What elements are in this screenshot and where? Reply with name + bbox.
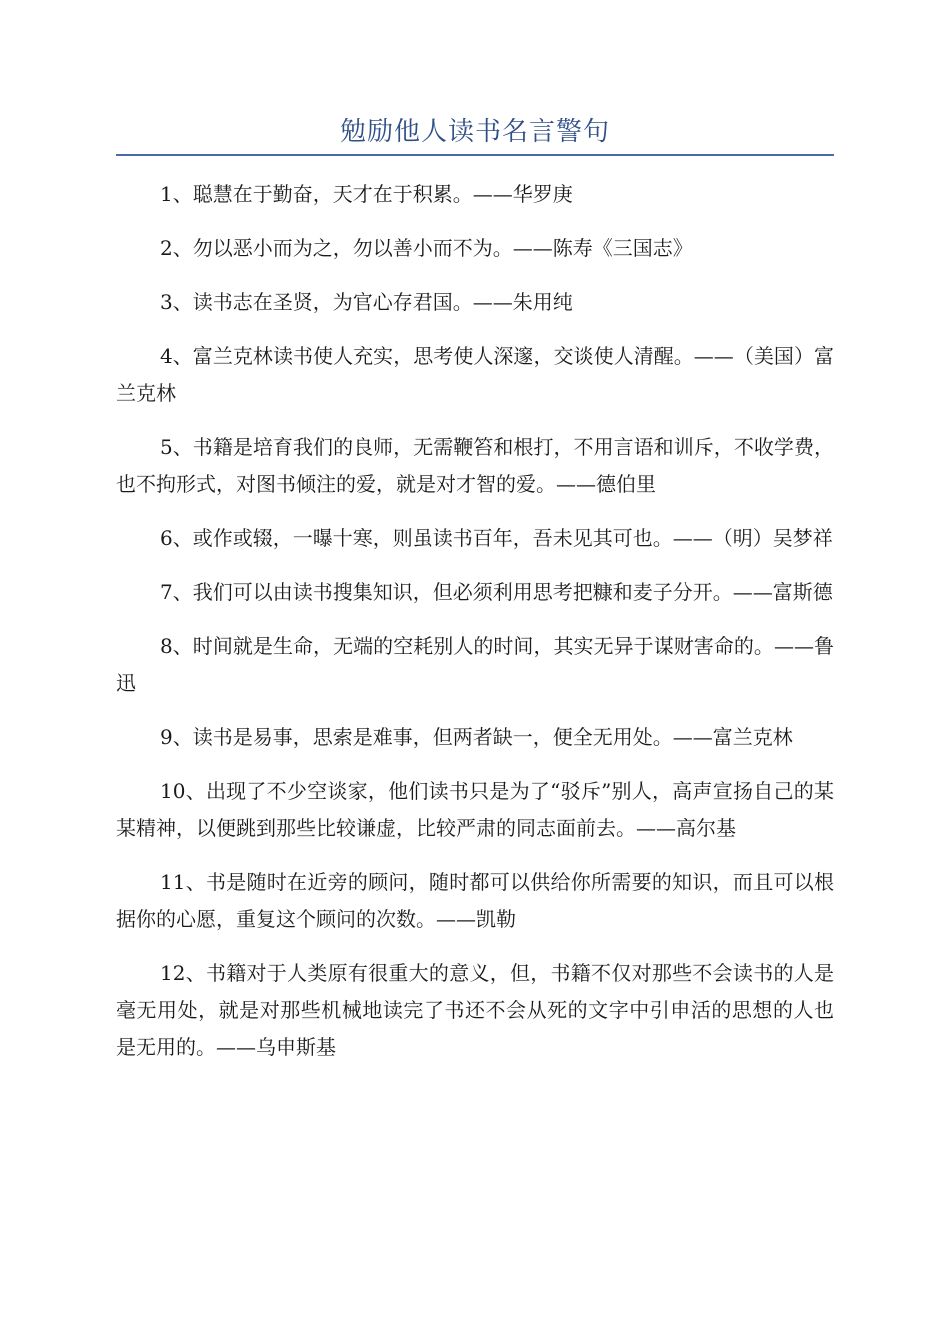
quote-item: 10、出现了不少空谈家，他们读书只是为了“驳斥”别人，高声宣扬自己的某某精神，以便跳到那些比较谦虚，比较严肃的同志面前去。——高尔基 (116, 779, 834, 840)
quote-item: 1、聪慧在于勤奋，天才在于积累。——华罗庚 (160, 182, 573, 206)
quote-item: 12、书籍对于人类原有很重大的意义，但，书籍不仅对那些不会读书的人是毫无用处，就是对那些机械地读完了书还不会从死的文字中引申活的思想的人也是无用的。——乌申斯基 (116, 961, 834, 1059)
quote-item: 5、书籍是培育我们的良师，无需鞭笞和根打，不用言语和训斥，不收学费，也不拘形式，对图书倾注的爱，就是对才智的爱。——德伯里 (116, 435, 834, 496)
quote-item: 2、勿以恶小而为之，勿以善小而不为。——陈寿《三国志》 (160, 236, 693, 260)
quote-item: 7、我们可以由读书搜集知识，但必须利用思考把糠和麦子分开。——富斯德 (160, 580, 833, 604)
document-title: 勉励他人读书名言警句 (339, 117, 610, 147)
quote-item: 11、书是随时在近旁的顾问，随时都可以供给你所需要的知识，而且可以根据你的心愿，重复这个顾问的次数。——凯勒 (116, 870, 834, 931)
quote-list (116, 176, 834, 1083)
quote-item: 3、读书志在圣贤，为官心存君国。——朱用纯 (160, 290, 573, 314)
quote-item: 9、读书是易事，思索是难事，但两者缺一，便全无用处。——富兰克林 (160, 725, 793, 749)
quote-item: 4、富兰克林读书使人充实，思考使人深邃，交谈使人清醒。——（美国）富兰克林 (116, 344, 834, 405)
title-underline (116, 154, 834, 156)
quote-item: 8、时间就是生命，无端的空耗别人的时间，其实无异于谋财害命的。——鲁迅 (116, 634, 834, 695)
quote-item: 6、或作或辍，一曝十寒，则虽读书百年，吾未见其可也。——（明）吴梦祥 (160, 526, 833, 550)
